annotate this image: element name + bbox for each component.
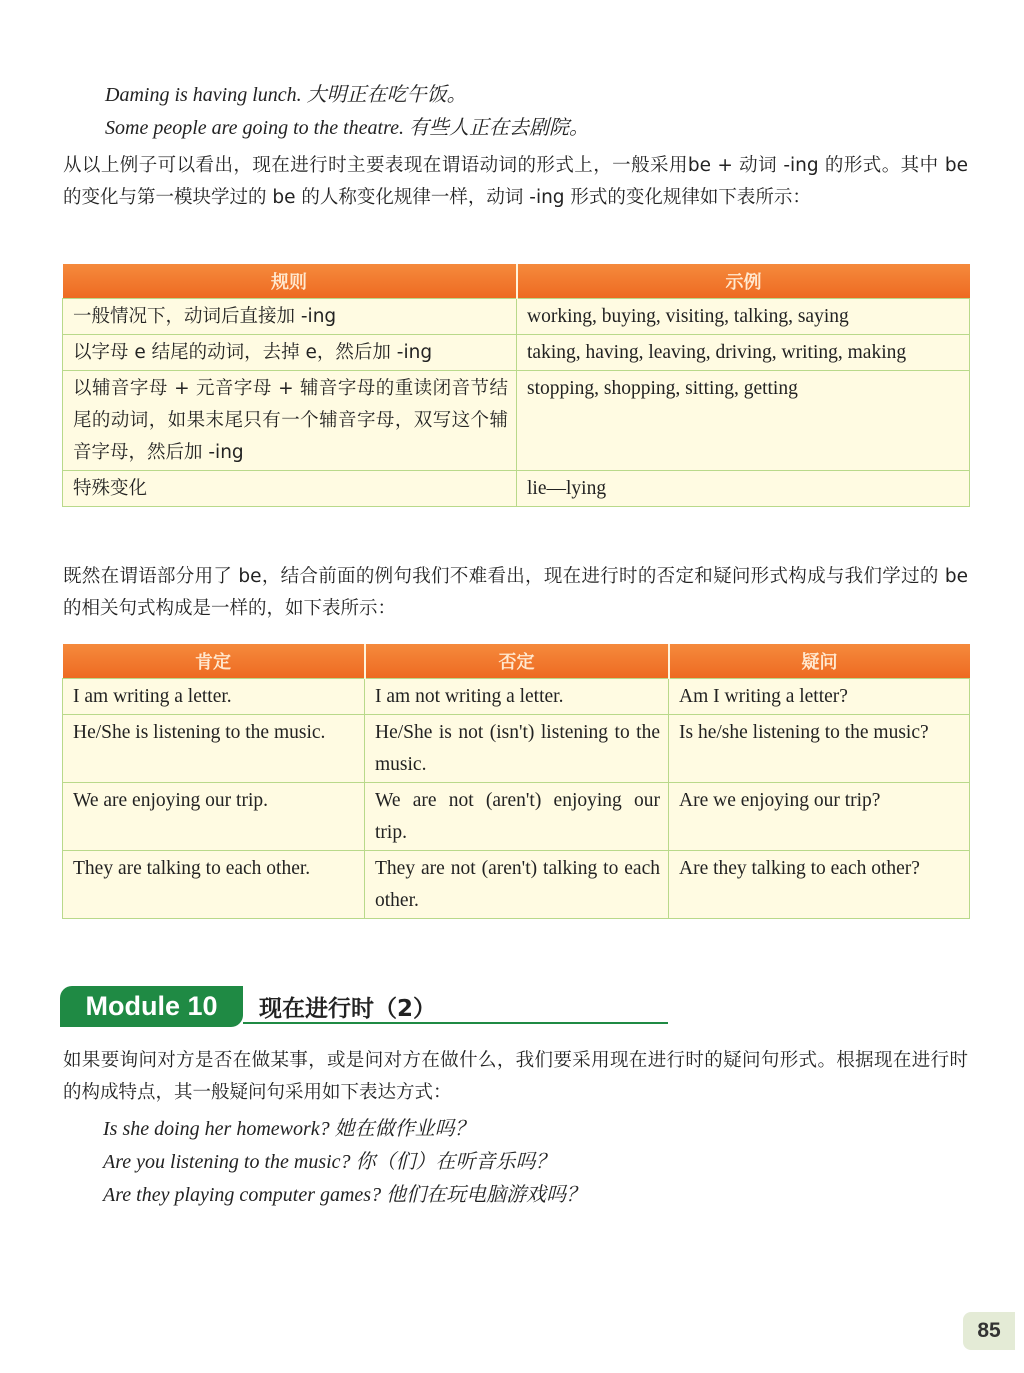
negative-cell: I am not writing a letter.: [365, 679, 669, 715]
paragraph-question-form: 如果要询问对方是否在做某事，或是问对方在做什么，我们要采用现在进行时的疑问句形式。根据现在进行时的构成特点，其一般疑问句采用如下表达方式：: [63, 1050, 968, 1103]
negative-cell: They are not (aren't) talking to each other.: [365, 851, 669, 919]
table-header: 规则: [63, 264, 517, 299]
question-example-3: Are they playing computer games? 他们在玩电脑游戏吗？: [103, 1184, 587, 1206]
table-header-row: [63, 644, 970, 679]
paragraph-negative-question: 既然在谓语部分用了 be，结合前面的例句我们不难看出，现在进行时的否定和疑问形式构成与我们学过的 be 的相关句式构成是一样的，如下表所示：: [63, 566, 968, 619]
module-title-underline: [243, 1022, 668, 1024]
affirmative-cell: He/She is listening to the music.: [63, 715, 365, 783]
example-cell: stopping, shopping, sitting, getting: [517, 371, 970, 471]
table-row: [63, 679, 970, 715]
table-row: [63, 851, 970, 919]
rule-cell: 一般情况下，动词后直接加 -ing: [63, 299, 517, 335]
negative-cell: We are not (aren't) enjoying our trip.: [365, 783, 669, 851]
table-row: [63, 299, 970, 335]
question-cell: Are we enjoying our trip?: [669, 783, 970, 851]
table-header: 肯定: [63, 644, 365, 679]
table-header-row: [63, 264, 970, 299]
negative-cell: He/She is not (isn't) listening to the music.: [365, 715, 669, 783]
intro-example-2: Some people are going to the theatre. 有些人正在去剧院。: [105, 117, 590, 139]
ing-rules-table: [62, 264, 970, 507]
question-cell: Am I writing a letter?: [669, 679, 970, 715]
question-example-2: Are you listening to the music? 你（们）在听音乐吗？: [103, 1151, 556, 1173]
page-number: 85: [963, 1312, 1015, 1350]
table-row: [63, 783, 970, 851]
affirmative-cell: They are talking to each other.: [63, 851, 365, 919]
rule-cell: 以字母 e 结尾的动词，去掉 e，然后加 -ing: [63, 335, 517, 371]
question-cell: Are they talking to each other?: [669, 851, 970, 919]
affirmative-cell: We are enjoying our trip.: [63, 783, 365, 851]
module-badge: Module 10: [60, 986, 243, 1027]
question-cell: Is he/she listening to the music?: [669, 715, 970, 783]
table-row: [63, 335, 970, 371]
paragraph-ing-intro: 从以上例子可以看出，现在进行时主要表现在谓语动词的形式上，一般采用be + 动词 -ing 的形式。其中 be 的变化与第一模块学过的 be 的人称变化规律一样，动词 -ing 形式的变化规律如下表所示：: [63, 155, 968, 208]
table-row: [63, 715, 970, 783]
table-header: 示例: [517, 264, 970, 299]
affirmative-cell: I am writing a letter.: [63, 679, 365, 715]
example-cell: lie—lying: [517, 471, 970, 507]
rule-cell: 以辅音字母 + 元音字母 + 辅音字母的重读闭音节结尾的动词，如果末尾只有一个辅音字母，双写这个辅音字母，然后加 -ing: [63, 371, 517, 471]
question-example-1: Is she doing her homework? 她在做作业吗？: [103, 1118, 475, 1140]
table-row: [63, 371, 970, 471]
table-header: 疑问: [669, 644, 970, 679]
table-row: [63, 471, 970, 507]
example-cell: working, buying, visiting, talking, saying: [517, 299, 970, 335]
intro-example-1: Daming is having lunch. 大明正在吃午饭。: [105, 84, 467, 106]
table-header: 否定: [365, 644, 669, 679]
example-cell: taking, having, leaving, driving, writing, making: [517, 335, 970, 371]
sentence-forms-table: [62, 644, 970, 919]
rule-cell: 特殊变化: [63, 471, 517, 507]
module-title: 现在进行时（2）: [259, 996, 437, 1022]
